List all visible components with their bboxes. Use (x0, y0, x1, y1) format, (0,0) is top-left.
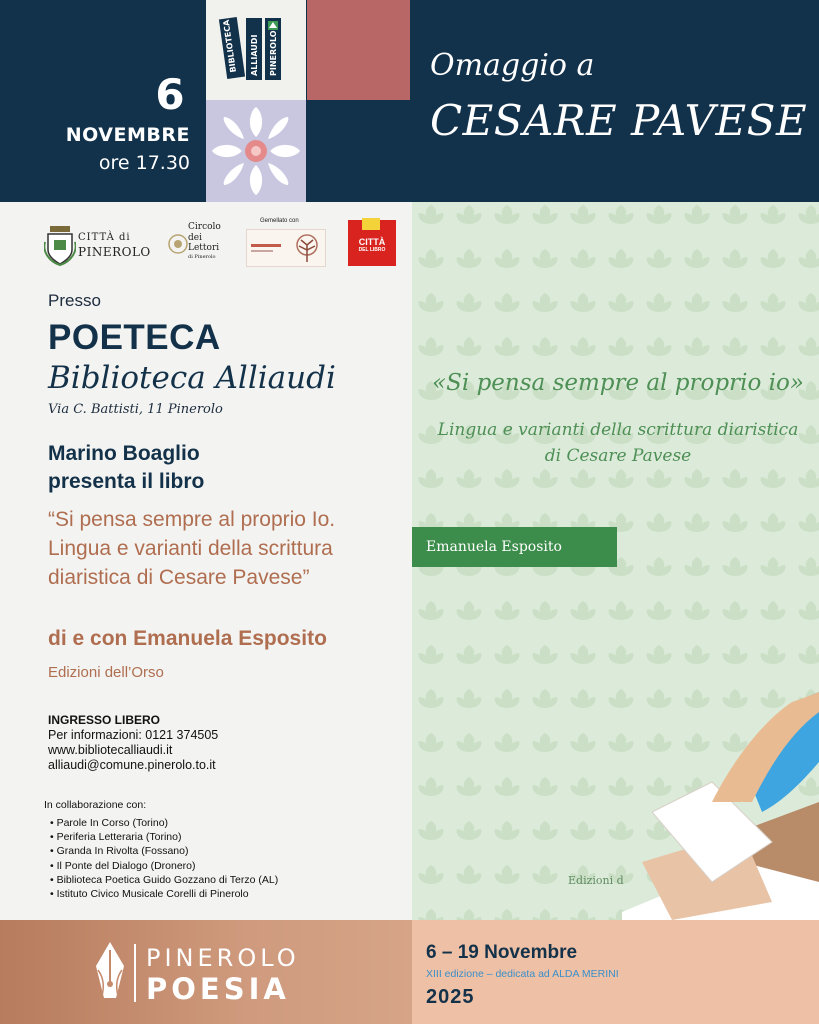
book-title: “Si pensa sempre al proprio Io. Lingua e varianti della scrittura diaristica di Cesare Pavese” (48, 508, 336, 589)
logo-line-1: BIBLIOTECA (221, 19, 238, 73)
cover-subtitle-2: di Cesare Pavese (544, 446, 692, 466)
book-mark-icon (362, 218, 380, 230)
brand-separator (134, 944, 136, 1002)
tree-icon (247, 230, 325, 266)
citta-pinerolo-logo (44, 224, 154, 268)
festival-dates: 6 – 19 Novembre (426, 942, 578, 963)
circolo-lettori-logo (168, 222, 228, 268)
event-month: NOVEMBRE (65, 124, 190, 146)
presenter-block (48, 440, 204, 496)
circolo-city: di Pinerolo (188, 253, 216, 260)
list-item: • Granda In Rivolta (Fossano) (50, 844, 278, 858)
flower-ornament-icon (206, 100, 306, 202)
citta-libro-line-2: DEL LIBRO (358, 247, 386, 253)
festival-edition: XIII edizione – dedicata ad ALDA MERINI (426, 968, 619, 980)
books-logo-icon (206, 0, 306, 100)
list-item: • Biblioteca Poetica Guido Gozzano di Terzo (AL) (50, 873, 278, 887)
event-time: ore 17.30 (98, 152, 190, 174)
circolo-line-3: Lettori (188, 243, 220, 253)
citta-libro-line-1: CITTÀ (358, 237, 386, 247)
cover-publisher: Edizioni d (568, 874, 624, 887)
info-phone: Per informazioni: 0121 374505 (48, 728, 219, 742)
cover-subtitle-1: Lingua e varianti della scrittura diaristica (437, 420, 799, 440)
poetry-festival-badge (246, 229, 326, 267)
partner-logos-row (44, 218, 404, 268)
biblioteca-alliaudi-logo (206, 0, 306, 100)
presenter-name: Marino Boaglio (48, 442, 200, 465)
city-crest-icon (44, 224, 76, 266)
entry-notice: INGRESSO LIBERO (48, 713, 161, 727)
twinned-logo (246, 218, 326, 268)
logo-line-3: PINEROLO (269, 30, 278, 76)
cover-author-band: Emanuela Esposito (412, 527, 617, 567)
venue-library: Biblioteca Alliaudi (48, 360, 336, 396)
circolo-line-2: dei (188, 232, 202, 243)
circolo-line-1: Circolo (188, 222, 221, 232)
list-item: • Periferia Letteraria (Torino) (50, 830, 278, 844)
decorative-tile-floral (206, 100, 306, 202)
brand-line-1: PINEROLO (146, 944, 300, 972)
cover-title: «Si pensa sempre al proprio io» (432, 370, 804, 396)
info-website[interactable]: www.bibliotecalliaudi.it (48, 743, 173, 757)
venue-intro: Presso (48, 291, 101, 310)
info-email[interactable]: alliaudi@comune.pinerolo.to.it (48, 758, 216, 772)
list-item: • Il Ponte del Dialogo (Dronero) (50, 859, 278, 873)
collaboration-list (50, 816, 278, 901)
book-authors: di e con Emanuela Esposito (48, 627, 327, 650)
decorative-tile-pink (307, 0, 410, 100)
twinned-label: Gemellato con (260, 218, 299, 224)
circolo-seal-icon (168, 224, 188, 264)
list-item: • Istituto Civico Musicale Corelli di Pinerolo (50, 887, 278, 901)
city-name: PINEROLO (78, 245, 151, 259)
book-publisher: Edizioni dell’Orso (48, 664, 164, 681)
tribute-name: CESARE PAVESE (430, 96, 808, 145)
venue-address: Via C. Battisti, 11 Pinerolo (48, 402, 223, 417)
event-day: 6 (155, 70, 185, 119)
collaboration-label: In collaborazione con: (44, 799, 147, 811)
presenter-action: presenta il libro (48, 470, 205, 493)
list-item: • Parole In Corso (Torino) (50, 816, 278, 830)
logo-line-2: ALLIAUDI (250, 34, 259, 76)
tribute-intro: Omaggio a (430, 48, 595, 83)
pen-nib-icon (92, 940, 128, 1004)
festival-year: 2025 (426, 986, 475, 1008)
brand-line-2: POESIA (146, 972, 290, 1006)
city-prefix: CITTÀ di (78, 232, 131, 243)
venue-name: POETECA (48, 318, 221, 357)
citta-del-libro-logo (348, 220, 396, 266)
